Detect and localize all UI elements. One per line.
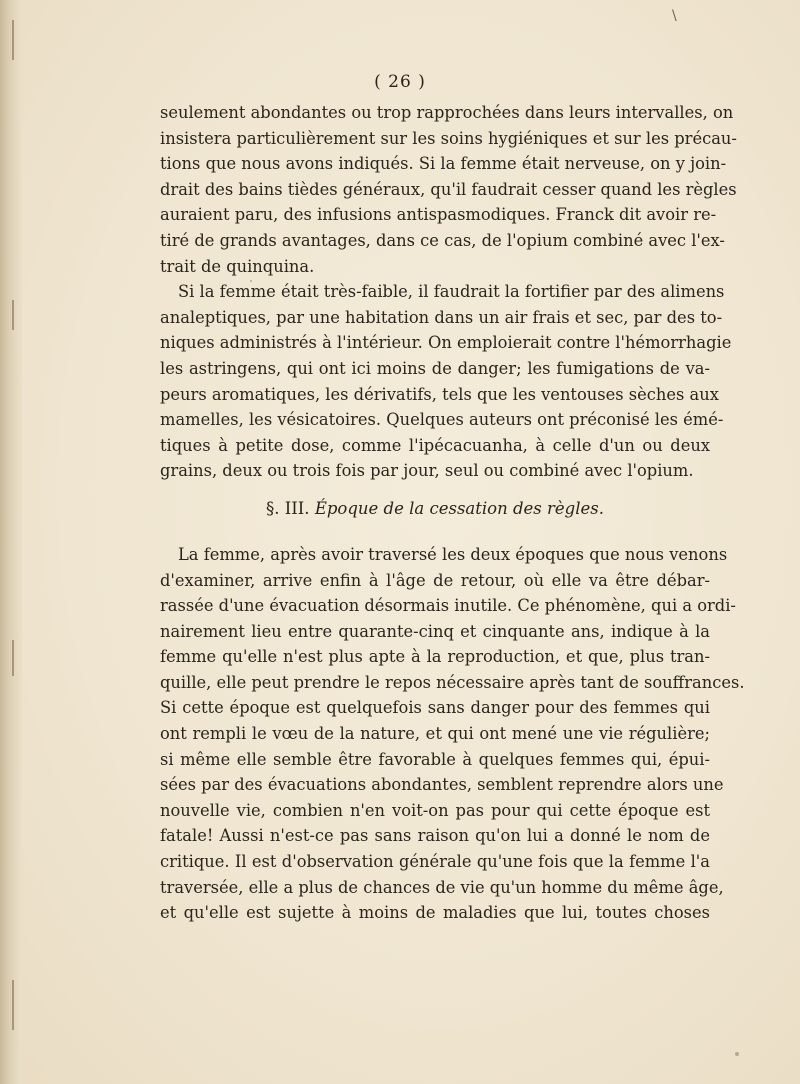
section-gap <box>160 528 710 542</box>
text-line: drait des bains tièdes généraux, qu'il faudrait cesser quand les règles <box>160 179 737 199</box>
text-line: Si la femme était très-faible, il faudrait la fortifier par des alimens <box>178 282 725 302</box>
corner-mark: \ <box>672 8 677 24</box>
spine-mark <box>12 20 14 60</box>
text-line: Si cette époque est quelquefois sans danger pour des femmes qui <box>160 698 710 718</box>
text-line: nairement lieu entre quarante-cinq et cinquante ans, indique à la <box>160 621 710 641</box>
text-line: si même elle semble être favorable à quelques femmes qui, épui- <box>160 749 710 769</box>
text-line: insistera particulièrement sur les soins hygiéniques et sur les précau- <box>160 128 737 148</box>
paper-speck <box>735 1052 739 1056</box>
text-line: tions que nous avons indiqués. Si la femme était nerveuse, on y join- <box>160 154 727 174</box>
text-line: sées par des évacuations abondantes, semblent reprendre alors une <box>160 775 724 795</box>
text-line: peurs aromatiques, les dérivatifs, tels que les ventouses sèches aux <box>160 384 719 404</box>
text-line: rassée d'une évacuation désormais inutile. Ce phénomène, qui a ordi- <box>160 596 736 616</box>
text-line: femme qu'elle n'est plus apte à la reproduction, et que, plus tran- <box>160 647 710 667</box>
text-line: traversée, elle a plus de chances de vie qu'un homme du même âge, <box>160 877 724 897</box>
section-number: §. III. <box>266 498 310 518</box>
text-line: La femme, après avoir traversé les deux époques que nous venons <box>178 544 728 564</box>
paragraph-2 <box>160 279 732 484</box>
text-line: mamelles, les vésicatoires. Quelques auteurs ont préconisé les émé- <box>160 410 724 430</box>
spine-mark <box>12 980 14 1030</box>
text-line: et qu'elle est sujette à moins de maladies que lui, toutes choses <box>160 903 710 923</box>
section-heading <box>160 484 710 528</box>
section-title: Époque de la cessation des règles. <box>314 498 604 518</box>
text-line: d'examiner, arrive enfin à l'âge de retour, où elle va être débar- <box>160 570 710 590</box>
spine-mark <box>12 300 14 330</box>
text-line: les astringens, qui ont ici moins de danger; les fumigations de va- <box>160 358 710 378</box>
text-line: ont rempli le vœu de la nature, et qui ont mené une vie régulière; <box>160 724 710 744</box>
page-number: ( 26 ) <box>374 72 426 92</box>
text-line: seulement abondantes ou trop rapprochées dans leurs intervalles, on <box>160 103 734 122</box>
text-line: quille, elle peut prendre le repos nécessaire après tant de souffrances. <box>160 672 745 692</box>
text-line: fatale! Aussi n'est-ce pas sans raison qu'on lui a donné le nom de <box>160 826 710 846</box>
text-line: auraient paru, des infusions antispasmodiques. Franck dit avoir re- <box>160 205 717 225</box>
text-line: tiré de grands avantages, dans ce cas, de l'opium combiné avec l'ex- <box>160 230 725 250</box>
text-line: tiques à petite dose, comme l'ipécacuanha, à celle d'un ou deux <box>160 435 710 455</box>
spine-mark <box>12 640 14 676</box>
text-line: niques administrés à l'intérieur. On emploierait contre l'hémorrhagie <box>160 333 732 353</box>
text-line: critique. Il est d'observation générale qu'une fois que la femme l'a <box>160 852 710 872</box>
text-line: analeptiques, par une habitation dans un air frais et sec, par des to- <box>160 307 723 327</box>
paragraph-1 <box>160 100 737 279</box>
paragraph-3 <box>160 542 745 926</box>
page-text <box>160 100 745 926</box>
text-line: nouvelle vie, combien n'en voit-on pas pour qui cette époque est <box>160 800 710 820</box>
page-spine-edge <box>0 0 22 1084</box>
text-line: grains, deux ou trois fois par jour, seul ou combiné avec l'opium. <box>160 461 694 481</box>
text-line: trait de quinquina. <box>160 256 315 276</box>
